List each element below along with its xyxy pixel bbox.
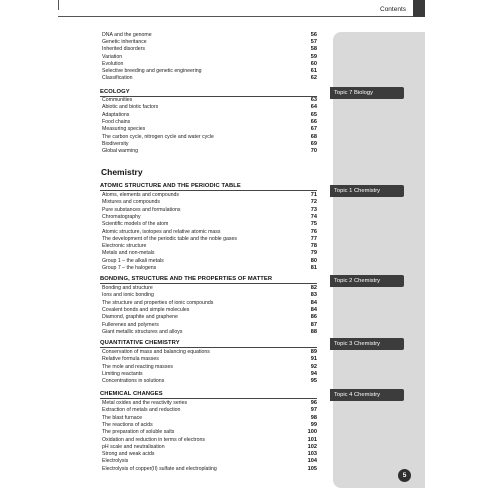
toc-entry-text: Giant metallic structures and alloys xyxy=(102,328,183,335)
toc-entry[interactable] xyxy=(102,214,317,221)
toc-entry-page: 59 xyxy=(310,53,317,60)
toc-entry[interactable] xyxy=(102,32,317,39)
toc-entry-page: 58 xyxy=(310,46,317,53)
toc-entry-page: 83 xyxy=(310,292,317,299)
toc-entry[interactable] xyxy=(102,364,317,371)
toc-entry-page: 77 xyxy=(310,235,317,242)
toc-entry-text: DNA and the genome xyxy=(102,32,152,38)
toc-entry-page: 61 xyxy=(310,68,317,74)
toc-entry-page: 102 xyxy=(307,443,317,450)
toc-entry-page: 104 xyxy=(307,458,317,465)
toc-entry-page: 67 xyxy=(310,126,317,133)
page-number-badge: 5 xyxy=(398,469,411,482)
toc-entry[interactable] xyxy=(102,400,317,407)
toc-entry-text: Evolution xyxy=(102,60,124,67)
toc-entry-text: Inherited disorders xyxy=(102,46,145,53)
toc-entry-text: The structure and properties of ionic compounds xyxy=(102,299,214,306)
toc-entry-text: Selective breeding and genetic engineering xyxy=(102,68,202,74)
header-tab-marker xyxy=(413,0,425,17)
toc-entry-page: 74 xyxy=(310,213,317,220)
toc-entry[interactable] xyxy=(102,458,317,465)
toc-entry-text: The preparation of soluble salts xyxy=(102,429,175,436)
toc-entry[interactable] xyxy=(102,104,317,111)
toc-entry[interactable] xyxy=(102,97,317,104)
toc-entry-page: 75 xyxy=(310,221,317,228)
toc-entry-page: 87 xyxy=(310,321,317,328)
toc-entry-page: 84 xyxy=(310,306,317,313)
toc-entry-page: 105 xyxy=(307,465,317,472)
toc-entry-text: pH scale and neutralisation xyxy=(102,443,165,450)
toc-entry-text: Metals and non-metals xyxy=(102,250,155,257)
toc-entry-page: 80 xyxy=(310,257,317,264)
topic-label-chemistry-1[interactable]: Topic 1 Chemistry xyxy=(330,185,404,197)
toc-entry[interactable] xyxy=(102,451,317,458)
toc-entry-text: The development of the periodic table and the noble gases xyxy=(102,235,237,242)
toc-entry-text: Variation xyxy=(102,53,123,60)
section-heading-ecology: ECOLOGY xyxy=(100,88,317,97)
toc-entry-page: 66 xyxy=(310,118,317,125)
section-heading-atomic-structure: ATOMIC STRUCTURE AND THE PERIODIC TABLE xyxy=(100,182,317,191)
toc-entry-page: 73 xyxy=(310,206,317,213)
toc-entry[interactable] xyxy=(102,437,317,444)
toc-entry-text: Abiotic and biotic factors xyxy=(102,104,159,111)
left-margin-rule xyxy=(58,0,59,10)
toc-entry-text: Conservation of mass and balancing equations xyxy=(102,349,210,355)
toc-entry[interactable] xyxy=(102,314,317,321)
toc-entry-text: The blast furnace xyxy=(102,414,143,421)
toc-entry[interactable] xyxy=(102,307,317,314)
toc-entry[interactable] xyxy=(102,199,317,206)
toc-entry-page: 91 xyxy=(310,356,317,363)
toc-entry-page: 84 xyxy=(310,299,317,306)
toc-entry[interactable] xyxy=(102,207,317,214)
toc-entry[interactable] xyxy=(102,429,317,436)
toc-entry-text: Covalent bonds and simple molecules xyxy=(102,306,190,313)
toc-entry[interactable] xyxy=(102,371,317,378)
toc-entry[interactable] xyxy=(102,39,317,46)
toc-entry[interactable] xyxy=(102,54,317,61)
toc-entry-page: 68 xyxy=(310,133,317,140)
toc-entry-page: 79 xyxy=(310,250,317,257)
toc-entry-text: Biodiversity xyxy=(102,140,129,147)
toc-entry[interactable] xyxy=(102,407,317,414)
toc-entry-page: 94 xyxy=(310,370,317,377)
toc-entry[interactable] xyxy=(102,243,317,250)
toc-entry[interactable] xyxy=(102,68,317,75)
toc-entry-text: The mole and reacting masses xyxy=(102,363,173,370)
toc-entry-text: Genetic inheritance xyxy=(102,39,147,46)
toc-entry[interactable] xyxy=(102,422,317,429)
toc-entry[interactable] xyxy=(102,466,317,473)
toc-entry-page: 57 xyxy=(310,39,317,46)
toc-entry[interactable] xyxy=(102,285,317,292)
toc-entry-page: 76 xyxy=(310,228,317,235)
toc-entry[interactable] xyxy=(102,61,317,68)
toc-entry-page: 78 xyxy=(310,243,317,250)
toc-entry-text: The reactions of acids xyxy=(102,421,153,428)
toc-entry[interactable] xyxy=(102,75,317,82)
toc-entry-page: 64 xyxy=(310,104,317,111)
toc-entry-page: 95 xyxy=(310,378,317,385)
toc-entry[interactable] xyxy=(102,356,317,363)
toc-entry-text: Measuring species xyxy=(102,126,146,133)
toc-entry-page: 60 xyxy=(310,60,317,67)
toc-entry[interactable] xyxy=(102,250,317,257)
toc-entry-text: Limiting reactants xyxy=(102,370,143,377)
toc-entry-text: Food chains xyxy=(102,118,131,125)
toc-entry-text: Strong and weak acids xyxy=(102,451,155,458)
toc-entry[interactable] xyxy=(102,258,317,265)
toc-entry-page: 69 xyxy=(310,140,317,147)
toc-entry[interactable] xyxy=(102,229,317,236)
toc-entry-page: 82 xyxy=(310,285,317,291)
topic-sidebar xyxy=(333,32,425,488)
toc-entry-page: 99 xyxy=(310,421,317,428)
toc-entry-page: 62 xyxy=(310,75,317,82)
toc-entry-text: Group 1 – the alkali metals xyxy=(102,257,164,264)
toc-entry-text: Chromatography xyxy=(102,213,141,220)
toc-entry[interactable] xyxy=(102,349,317,356)
section-heading-quantitative: QUANTITATIVE CHEMISTRY xyxy=(100,339,317,348)
toc-entry-text: The carbon cycle, nitrogen cycle and water cycle xyxy=(102,133,214,140)
toc-entry-text: Communities xyxy=(102,97,133,103)
toc-entry-text: Pure substances and formulations xyxy=(102,206,181,213)
toc-entry-text: Scientific models of the atom xyxy=(102,221,169,228)
toc-entry-text: Bonding and structure xyxy=(102,285,153,291)
toc-entry[interactable] xyxy=(102,300,317,307)
toc-entry-text: Electronic structure xyxy=(102,243,147,250)
section-heading-chemical-changes: CHEMICAL CHANGES xyxy=(100,390,317,399)
toc-entry[interactable] xyxy=(102,322,317,329)
toc-entry-page: 96 xyxy=(310,400,317,406)
section-heading-bonding: BONDING, STRUCTURE AND THE PROPERTIES OF MATTER xyxy=(100,275,317,284)
toc-entry-page: 81 xyxy=(310,265,317,271)
toc-entry-text: Global warming xyxy=(102,148,139,155)
toc-entry-text: Electrolysis of copper(II) sulfate and electroplating xyxy=(102,465,217,472)
toc-entry-page: 71 xyxy=(310,192,317,198)
toc-entry[interactable] xyxy=(102,192,317,199)
toc-entry-text: Electrolysis xyxy=(102,458,129,465)
toc-entry-text: Group 7 – the halogens xyxy=(102,265,157,271)
part-title: Chemistry xyxy=(101,167,143,177)
toc-entry-page: 65 xyxy=(310,111,317,118)
toc-entry[interactable] xyxy=(102,444,317,451)
toc-entry[interactable] xyxy=(102,141,317,148)
toc-entry[interactable] xyxy=(102,378,317,385)
toc-entry[interactable] xyxy=(102,126,317,133)
toc-entry-page: 89 xyxy=(310,349,317,355)
topic-label-chemistry-4[interactable]: Topic 4 Chemistry xyxy=(330,389,404,401)
toc-entry[interactable] xyxy=(102,134,317,141)
toc-entry[interactable] xyxy=(102,46,317,53)
toc-entry-text: Relative formula masses xyxy=(102,356,159,363)
toc-entry-page: 100 xyxy=(307,429,317,436)
toc-entry-text: Adaptations xyxy=(102,111,130,118)
toc-entry-text: Concentrations in solutions xyxy=(102,378,165,385)
toc-entry-page: 56 xyxy=(310,32,317,38)
toc-entry-page: 88 xyxy=(310,328,317,335)
toc-entry[interactable] xyxy=(102,221,317,228)
toc-entry-page: 101 xyxy=(307,436,317,443)
topic-label-biology-7[interactable]: Topic 7 Biology xyxy=(330,87,404,99)
toc-entry-text: Classification xyxy=(102,75,133,82)
toc-entry-text: Diamond, graphite and graphene xyxy=(102,314,178,321)
toc-entry-page: 86 xyxy=(310,314,317,321)
toc-entry-page: 70 xyxy=(310,148,317,155)
header-rule xyxy=(58,0,425,17)
toc-entry-text: Atoms, elements and compounds xyxy=(102,192,179,198)
toc-entry-text: Extraction of metals and reduction xyxy=(102,407,181,414)
toc-entry-page: 98 xyxy=(310,414,317,421)
toc-entry-page: 103 xyxy=(307,451,317,458)
toc-entry-text: Oxidation and reduction in terms of electrons xyxy=(102,436,205,443)
toc-entry-page: 63 xyxy=(310,97,317,103)
toc-entry[interactable] xyxy=(102,329,317,336)
header-title: Contents xyxy=(380,6,407,13)
toc-entry-page: 72 xyxy=(310,199,317,206)
toc-entry-text: Ions and ionic bonding xyxy=(102,292,154,299)
toc-entry[interactable] xyxy=(102,119,317,126)
toc-entry[interactable] xyxy=(102,236,317,243)
toc-entry[interactable] xyxy=(102,265,317,272)
topic-label-chemistry-2[interactable]: Topic 2 Chemistry xyxy=(330,275,404,287)
topic-label-chemistry-3[interactable]: Topic 3 Chemistry xyxy=(330,338,404,350)
toc-entry-page: 92 xyxy=(310,363,317,370)
toc-entry-text: Metal oxides and the reactivity series xyxy=(102,400,188,406)
toc-entry-text: Atomic structure, isotopes and relative atomic mass xyxy=(102,228,221,235)
toc-entry[interactable] xyxy=(102,292,317,299)
toc-entry[interactable] xyxy=(102,112,317,119)
toc-entry-text: Mixtures and compounds xyxy=(102,199,160,206)
toc-entry[interactable] xyxy=(102,148,317,155)
toc-entry-page: 97 xyxy=(310,407,317,414)
toc-entry-text: Fullerenes and polymers xyxy=(102,321,159,328)
toc-entry[interactable] xyxy=(102,415,317,422)
